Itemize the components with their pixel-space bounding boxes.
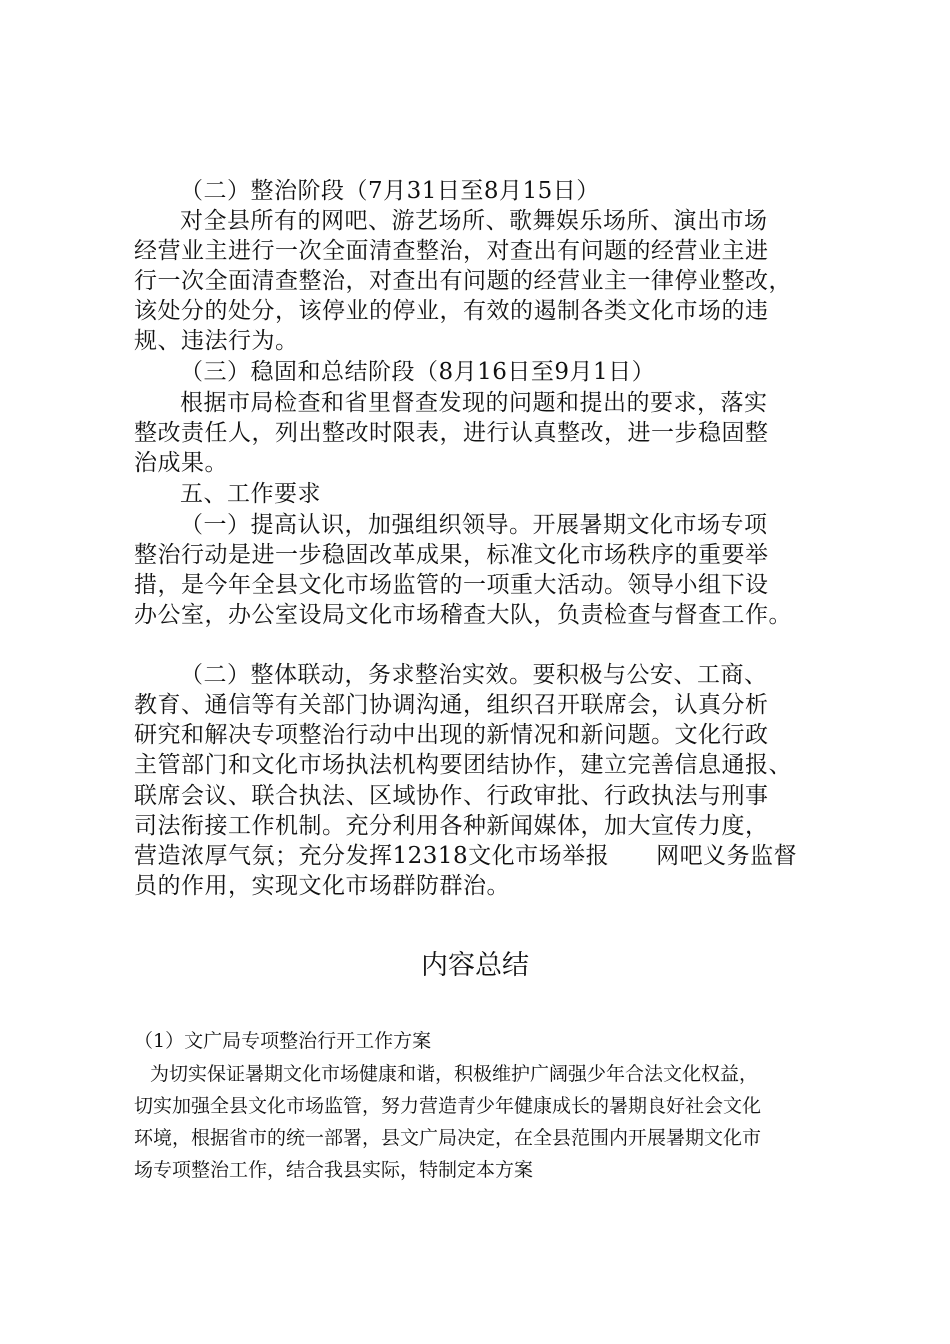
summary-line: 切实加强全县文化市场监管，努力营造青少年健康成长的暑期良好社会文化 bbox=[134, 1095, 762, 1117]
summary-heading: 内容总结 bbox=[421, 950, 529, 981]
paragraph-line: 研究和解决专项整治行动中出现的新情况和新问题。文化行政 bbox=[134, 722, 769, 748]
paragraph-line: 规、违法行为。 bbox=[134, 328, 299, 354]
paragraph-line: 治成果。 bbox=[134, 450, 228, 476]
paragraph-line: 联席会议、联合执法、区域协作、行政审批、行政执法与刑事 bbox=[134, 783, 769, 809]
section-heading-consolidation-stage: （三）稳固和总结阶段（8月16日至9月1日） bbox=[180, 359, 656, 385]
section-heading-work-requirements: 五、工作要求 bbox=[180, 481, 321, 507]
paragraph-line: 主管部门和文化市场执法机构要团结协作，建立完善信息通报、 bbox=[134, 752, 792, 778]
summary-line: 环境，根据省市的统一部署，县文广局决定，在全县范围内开展暑期文化市 bbox=[134, 1127, 762, 1149]
section-heading-rectification-stage: （二）整治阶段（7月31日至8月15日） bbox=[180, 178, 600, 204]
paragraph-line: 营造浓厚气氛；充分发挥12318文化市场举报 网吧义务监督 bbox=[134, 843, 798, 869]
paragraph-line: 司法衔接工作机制。充分利用各种新闻媒体，加大宣传力度， bbox=[134, 813, 769, 839]
summary-line: 为切实保证暑期文化市场健康和谐，积极维护广阔强少年合法文化权益， bbox=[150, 1063, 759, 1085]
paragraph-line: 措，是今年全县文化市场监管的一项重大活动。领导小组下设 bbox=[134, 572, 769, 598]
summary-line: 场专项整治工作，结合我县实际，特制定本方案 bbox=[134, 1159, 534, 1181]
paragraph-line: 办公室，办公室设局文化市场稽查大队，负责检查与督查工作。 bbox=[134, 602, 792, 628]
paragraph-line: （一）提高认识，加强组织领导。开展暑期文化市场专项 bbox=[180, 512, 768, 538]
paragraph-line: 员的作用，实现文化市场群防群治。 bbox=[134, 873, 510, 899]
paragraph-line: （二）整体联动，务求整治实效。要积极与公安、工商、 bbox=[180, 662, 768, 688]
paragraph-line: 该处分的处分，该停业的停业，有效的遏制各类文化市场的违 bbox=[134, 298, 769, 324]
paragraph-line: 对全县所有的网吧、游艺场所、歌舞娱乐场所、演出市场 bbox=[180, 208, 768, 234]
paragraph-line: 行一次全面清查整治，对查出有问题的经营业主一律停业整改， bbox=[134, 268, 792, 294]
paragraph-line: 经营业主进行一次全面清查整治，对查出有问题的经营业主进 bbox=[134, 238, 769, 264]
paragraph-line: 根据市局检查和省里督查发现的问题和提出的要求，落实 bbox=[180, 390, 768, 416]
paragraph-line: 教育、通信等有关部门协调沟通，组织召开联席会，认真分析 bbox=[134, 692, 769, 718]
paragraph-line: 整改责任人，列出整改时限表，进行认真整改，进一步稳固整 bbox=[134, 420, 769, 446]
summary-title: （1）文广局专项整治行开工作方案 bbox=[134, 1030, 432, 1052]
paragraph-line: 整治行动是进一步稳固改革成果，标准文化市场秩序的重要举 bbox=[134, 542, 769, 568]
